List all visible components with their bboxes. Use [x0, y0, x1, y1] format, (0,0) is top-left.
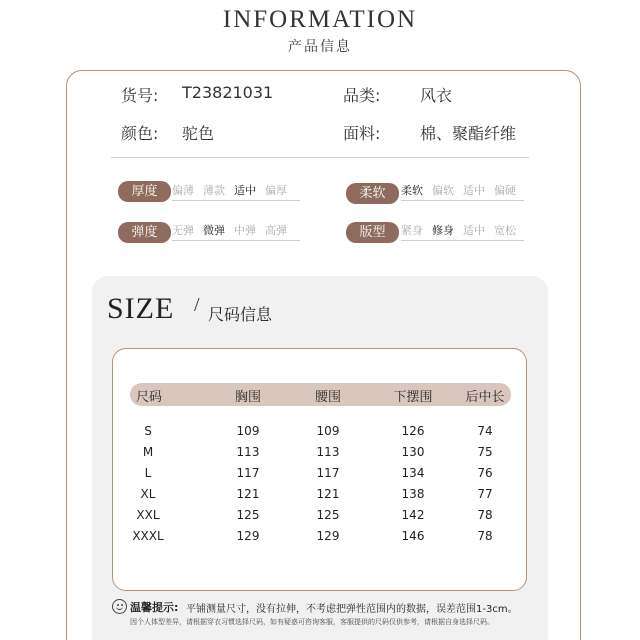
thickness-option: 适中 [234, 184, 256, 197]
table-cell: 134 [401, 466, 425, 480]
information-title: INFORMATION [222, 6, 418, 33]
elasticity-options [172, 222, 300, 241]
elasticity-option: 高弹 [265, 224, 287, 237]
thickness-option: 偏厚 [265, 184, 287, 197]
info-divider [111, 157, 529, 158]
table-cell: 117 [316, 466, 340, 480]
table-cell: 129 [316, 529, 340, 543]
table-cell: 146 [401, 529, 425, 543]
thickness-options [172, 182, 300, 201]
table-cell: 109 [316, 424, 340, 438]
softness-tag: 柔软 [346, 183, 399, 204]
table-cell: 77 [477, 487, 493, 501]
softness-option: 柔软 [401, 184, 423, 197]
size-title: SIZE [107, 292, 175, 325]
elasticity-option: 微弹 [203, 224, 225, 237]
table-cell: 75 [477, 445, 493, 459]
table-cell: 76 [477, 466, 493, 480]
elasticity-option: 无弹 [172, 224, 194, 237]
table-header-cell: 尺码 [136, 390, 163, 405]
table-header-cell: 下摆围 [393, 390, 433, 405]
thickness-option: 薄款 [203, 184, 225, 197]
size-slash: / [194, 294, 200, 316]
table-cell: L [144, 466, 152, 480]
table-cell: 113 [236, 445, 260, 459]
table-cell: 126 [401, 424, 425, 438]
table-cell: S [144, 424, 152, 438]
table-header-cell: 胸围 [234, 390, 262, 405]
table-header-cell: 后中长 [465, 390, 505, 405]
table-cell: 125 [316, 508, 340, 522]
table-cell: 121 [316, 487, 340, 501]
elasticity-option: 中弹 [234, 224, 256, 237]
table-cell: 138 [401, 487, 425, 501]
fit-option: 修身 [432, 224, 454, 237]
table-cell: 78 [477, 529, 493, 543]
fabric-label: 面料: [343, 124, 381, 143]
category-label: 品类: [343, 86, 381, 105]
fit-option: 紧身 [401, 224, 423, 237]
category-value: 风衣 [420, 86, 453, 105]
information-subtitle: 产品信息 [288, 39, 352, 55]
table-cell: XXXL [132, 529, 164, 543]
fabric-value: 棉、聚酯纤维 [420, 124, 517, 143]
fit-option: 宽松 [494, 224, 516, 237]
table-cell: 121 [236, 487, 260, 501]
table-cell: 74 [477, 424, 493, 438]
table-cell: 142 [401, 508, 425, 522]
item-no-label: 货号: [121, 86, 159, 105]
thickness-tag: 厚度 [118, 181, 171, 202]
tips-text: 平铺测量尺寸，没有拉伸，不考虑把弹性范围内的数据，误差范围1-3cm。 [186, 604, 518, 615]
table-cell: M [142, 445, 154, 459]
fit-option: 适中 [463, 224, 485, 237]
table-cell: 129 [236, 529, 260, 543]
tips-label: 温馨提示: [130, 601, 179, 614]
table-cell: 130 [401, 445, 425, 459]
softness-option: 偏硬 [494, 184, 516, 197]
item-no-value: T23821031 [182, 83, 274, 102]
table-cell: 117 [236, 466, 260, 480]
softness-option: 偏软 [432, 184, 454, 197]
table-cell: 109 [236, 424, 260, 438]
fit-tag: 版型 [346, 222, 399, 243]
softness-options [401, 182, 524, 201]
softness-option: 适中 [463, 184, 485, 197]
size-subtitle: 尺码信息 [208, 305, 273, 324]
table-header-cell: 腰围 [314, 390, 342, 405]
table-cell: XXL [136, 508, 160, 522]
thickness-option: 偏薄 [172, 184, 194, 197]
table-cell: 125 [236, 508, 260, 522]
table-cell: 113 [316, 445, 340, 459]
color-label: 颜色: [121, 124, 159, 143]
table-cell: XL [140, 487, 156, 501]
fit-options [401, 222, 524, 241]
table-cell: 78 [477, 508, 493, 522]
color-value: 驼色 [182, 124, 215, 143]
tips-subtext: 因个人体型差异，请根据穿衣习惯选择尺码，如有疑惑可咨询客服，客服提供的尺码仅供参考，请根据自身选择尺码。 [130, 618, 494, 626]
elasticity-tag: 弹度 [118, 222, 171, 243]
